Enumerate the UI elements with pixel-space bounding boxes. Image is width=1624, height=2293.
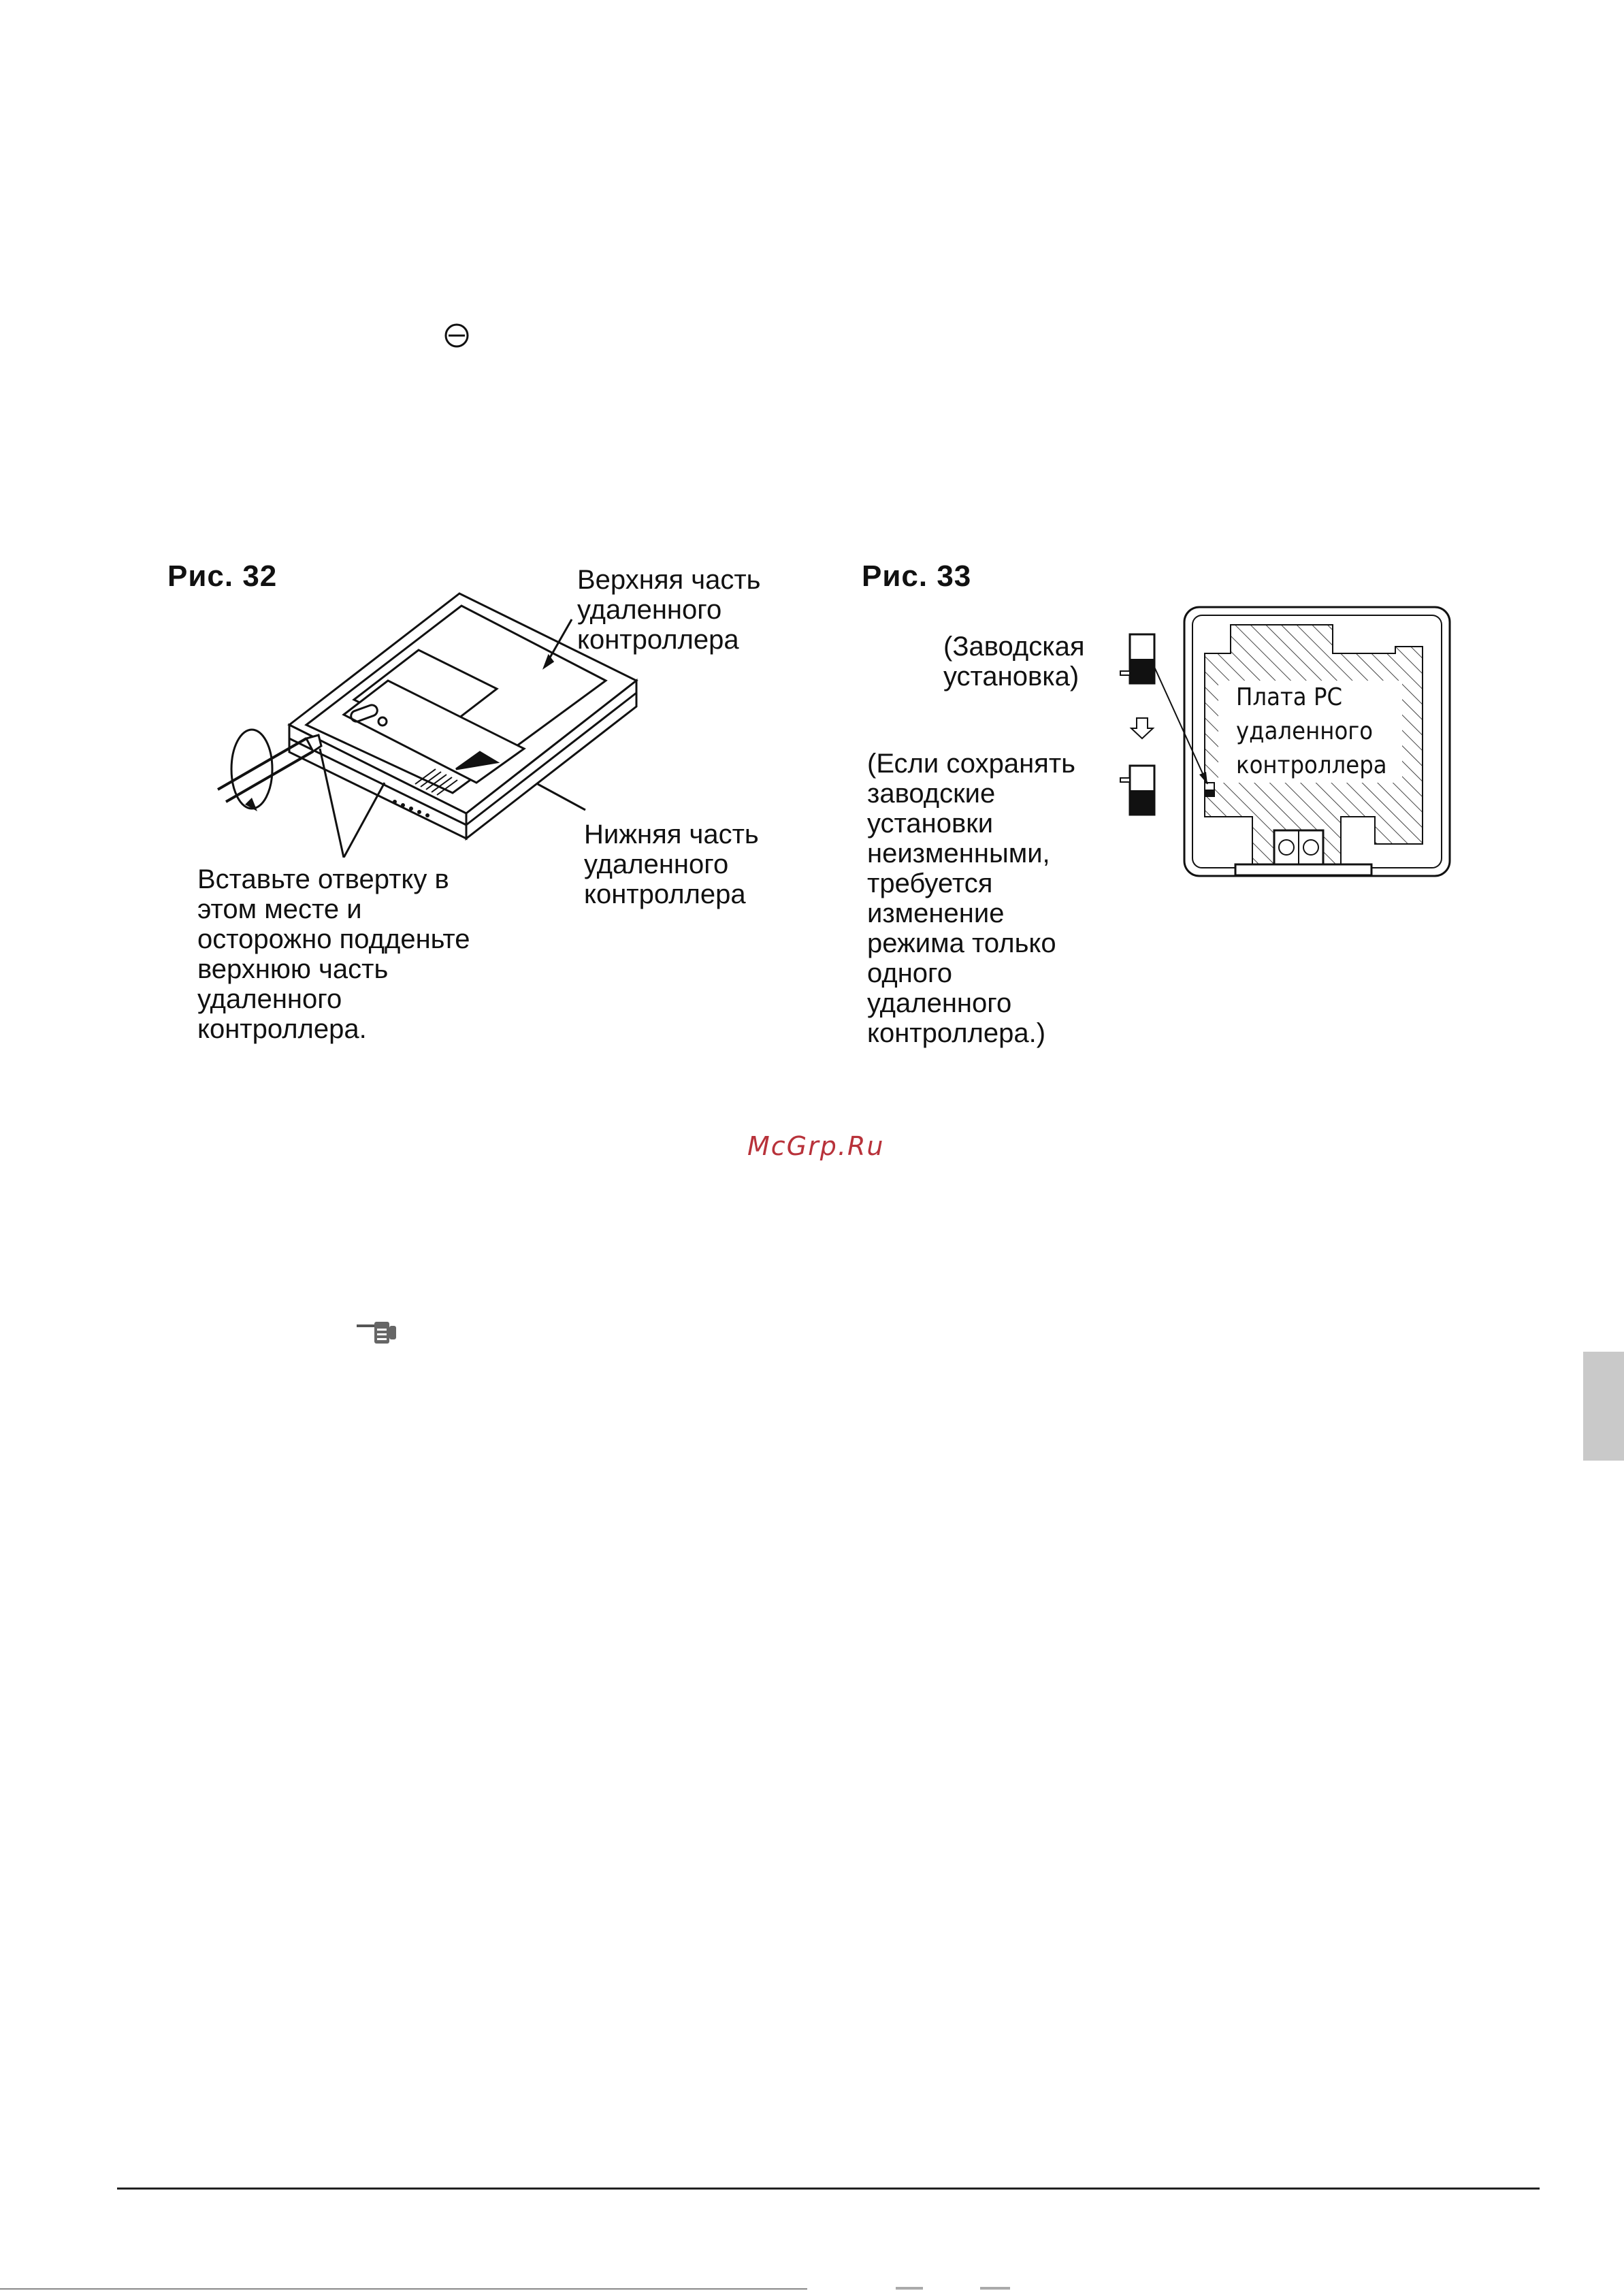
section-tab-marker bbox=[1583, 1352, 1624, 1461]
label-pcb: Плата PC удаленного контроллера bbox=[1236, 683, 1387, 779]
minus-circle-icon bbox=[444, 323, 470, 348]
label-upper-part: Верхняя часть удаленного контроллера bbox=[577, 565, 761, 655]
figure-33-title: Рис. 33 bbox=[862, 559, 972, 593]
bottom-edge-mark bbox=[896, 2287, 923, 2290]
label-factory-setting: (Заводская установка) bbox=[943, 632, 1085, 692]
label-note: (Если сохранять заводские установки неизменными, требуется изменение режима только одного удаленного контроллера.) bbox=[867, 749, 1075, 1048]
remote-controller-illustration bbox=[204, 585, 681, 858]
figure-32-title: Рис. 32 bbox=[167, 559, 278, 593]
pointing-hand-icon bbox=[355, 1319, 404, 1346]
footer-rule bbox=[117, 2188, 1540, 2190]
bottom-edge-mark-2 bbox=[980, 2287, 1010, 2290]
label-instruction: Вставьте отвертку в этом месте и осторожно подденьте верхнюю часть удаленного контроллера. bbox=[197, 864, 470, 1044]
label-lower-part: Нижняя часть удаленного контроллера bbox=[584, 819, 759, 909]
bottom-edge-rule bbox=[0, 2288, 807, 2290]
watermark: McGrp.Ru bbox=[747, 1131, 885, 1161]
